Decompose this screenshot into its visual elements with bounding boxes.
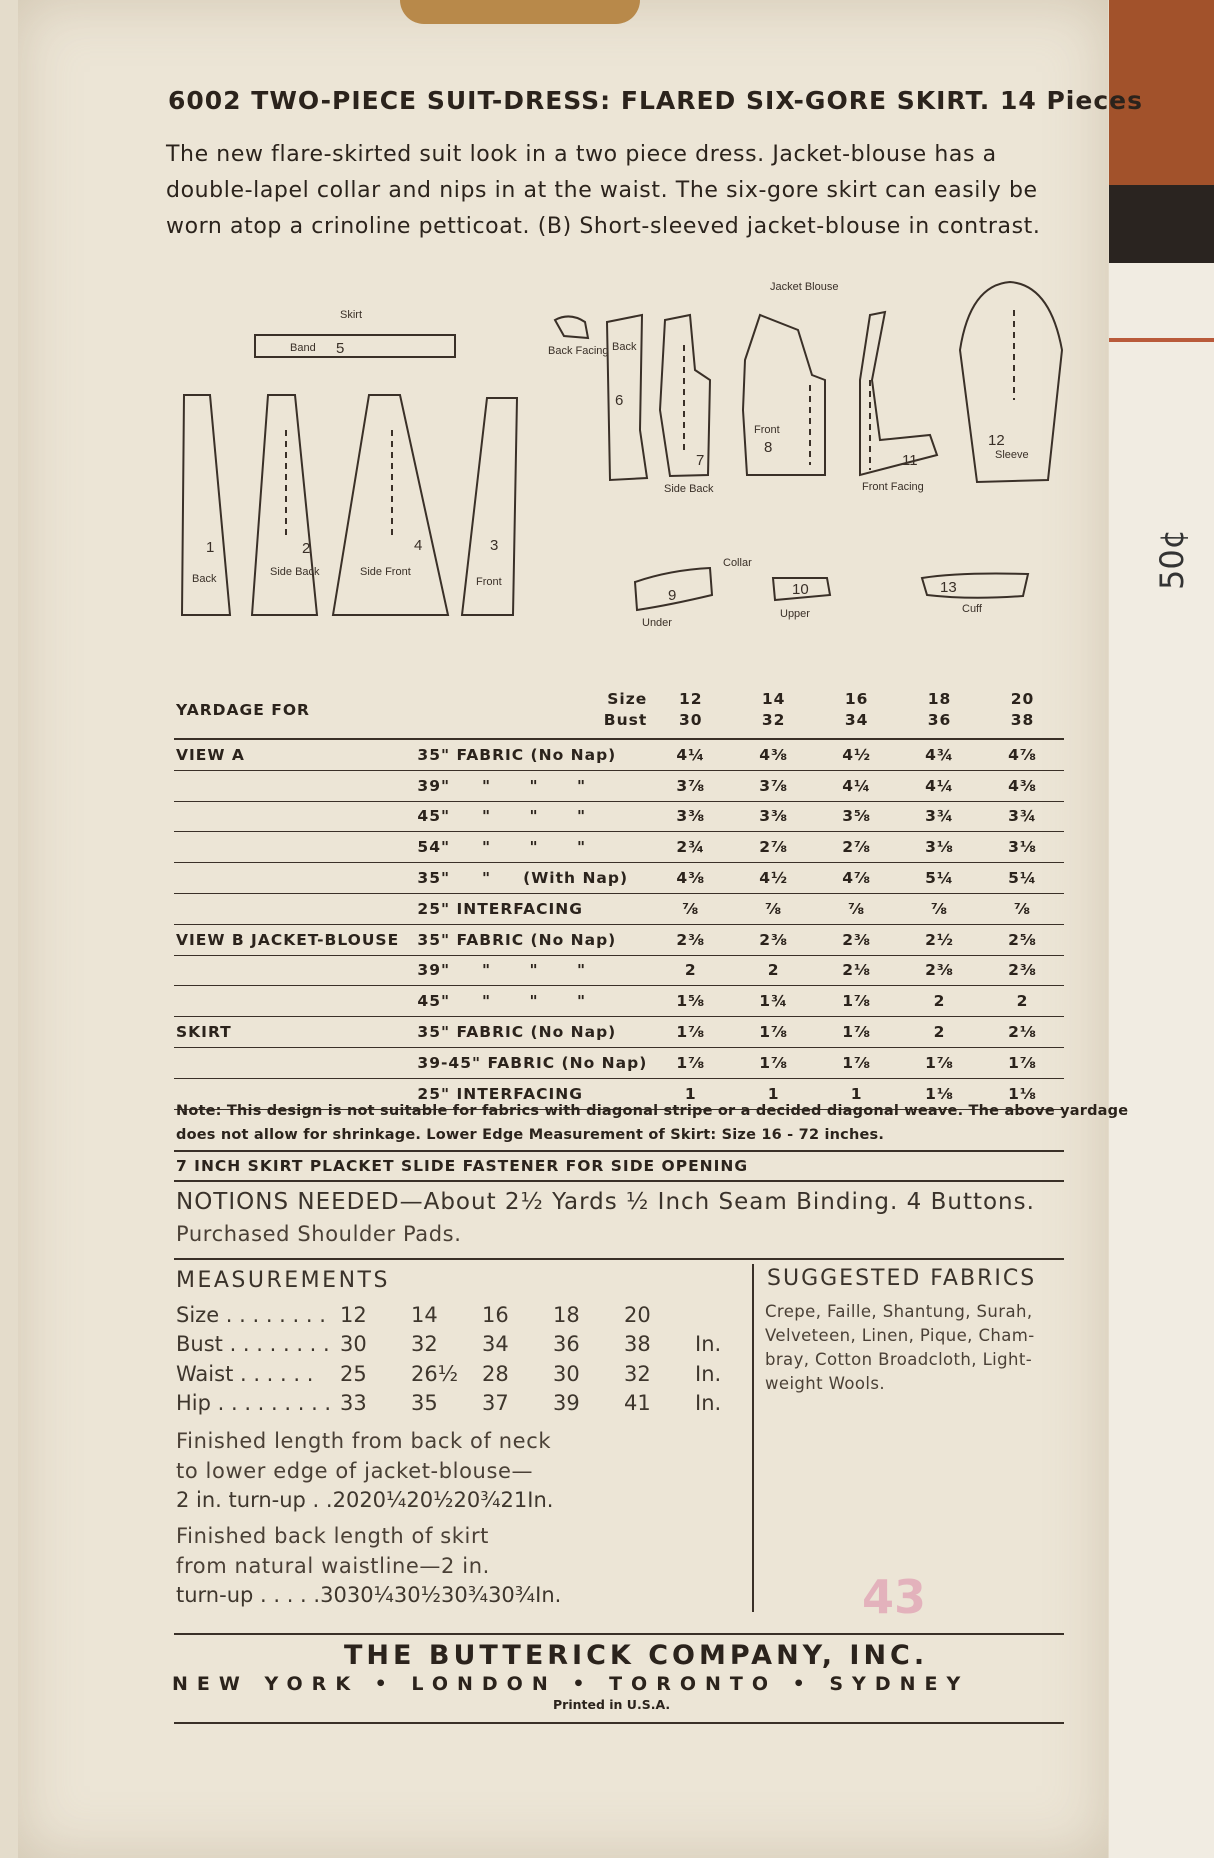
yardage-heading: YARDAGE FOR: [174, 682, 415, 739]
yardage-view-label: [174, 832, 415, 863]
yardage-fabric-label: 35" FABRIC (No Nap): [415, 739, 649, 770]
suggested-fabrics-line-4: weight Wools.: [765, 1374, 886, 1393]
column-divider: [752, 1264, 754, 1612]
yardage-value: 2¾: [649, 832, 732, 863]
measurement-value: 30: [320, 1583, 347, 1607]
piece-12-num: 12: [988, 432, 1005, 449]
piece-3-name: Front: [476, 576, 502, 588]
suggested-fabrics-line-3: bray, Cotton Broadcloth, Light-: [765, 1350, 1033, 1369]
printed-in: Printed in U.S.A.: [553, 1697, 671, 1712]
measurement-unit: In.: [535, 1583, 562, 1607]
piece-13-num: 13: [940, 579, 957, 596]
piece-11-num: 11: [902, 452, 918, 469]
measurement-value: 36: [553, 1332, 580, 1357]
piece-8-front: [743, 315, 825, 475]
measurement-value: 20¼: [359, 1488, 407, 1512]
yardage-value: 3¾: [981, 801, 1064, 832]
envelope-flap: [400, 0, 640, 24]
divider: [174, 1180, 1064, 1182]
divider: [174, 1258, 1064, 1260]
measurement-unit: In.: [695, 1361, 722, 1386]
yardage-value: 2⅜: [898, 955, 981, 986]
yardage-value: 4⅜: [981, 770, 1064, 801]
jacket-length-text-2: to lower edge of jacket-blouse—: [176, 1459, 534, 1483]
piece-7-name: Side Back: [664, 483, 714, 495]
yardage-row: [174, 955, 1064, 986]
yardage-value: 2: [898, 986, 981, 1017]
measurement-value: 14: [411, 1302, 438, 1327]
piece-8-name: Front: [754, 424, 780, 436]
yardage-value: 5¼: [898, 863, 981, 894]
yardage-value: 2⅜: [732, 924, 815, 955]
piece-11-name: Front Facing: [862, 481, 924, 493]
jacket-blouse-label: Jacket Blouse: [770, 281, 839, 293]
yardage-view-label: [174, 863, 415, 894]
measurement-value: 30: [340, 1332, 367, 1357]
measurement-value: 25: [340, 1361, 367, 1386]
size-col-5: 20 38: [981, 682, 1064, 739]
piece-4-name: Side Front: [360, 566, 411, 578]
yardage-row: [174, 801, 1064, 832]
yardage-value: 4¼: [649, 739, 732, 770]
yardage-value: 1⅞: [649, 1017, 732, 1048]
yardage-view-label: [174, 770, 415, 801]
piece-10-num: 10: [792, 581, 809, 598]
yardage-row: [174, 739, 1064, 770]
measurement-value: 28: [482, 1361, 509, 1386]
piece-1-num: 1: [206, 539, 215, 556]
yardage-view-label: [174, 893, 415, 924]
measurement-value: 16: [482, 1302, 509, 1327]
yardage-value: 2: [981, 986, 1064, 1017]
description-line-3: worn atop a crinoline petticoat. (B) Short-sleeved jacket-blouse in contrast.: [166, 214, 1041, 239]
yardage-value: 1: [732, 1078, 815, 1109]
yardage-fabric-label: 35" FABRIC (No Nap): [415, 1017, 649, 1048]
notions-line-1: NOTIONS NEEDED—About 2½ Yards ½ Inch Seam Binding. 4 Buttons.: [176, 1189, 1035, 1215]
notions-line-2: Purchased Shoulder Pads.: [176, 1222, 462, 1246]
piece-7-num: 7: [696, 452, 705, 469]
measurement-value: 32: [624, 1361, 651, 1386]
yardage-value: 4⅜: [732, 739, 815, 770]
suggested-fabrics-heading: SUGGESTED FABRICS: [767, 1266, 1037, 1291]
measurement-row: [176, 1300, 735, 1330]
bust-label: Bust: [603, 711, 648, 729]
piece-13-cuff: [922, 574, 1028, 598]
piece-6-num: 6: [615, 392, 624, 409]
measurement-value: 20½: [406, 1488, 454, 1512]
yardage-value: 1⅞: [732, 1047, 815, 1078]
measurement-value: 30¼: [346, 1583, 394, 1607]
yardage-view-label: [174, 986, 415, 1017]
yardage-value: 3⅞: [732, 770, 815, 801]
size-col-2: 14 32: [732, 682, 815, 739]
yardage-value: 1: [649, 1078, 732, 1109]
yardage-fabric-label: 45" " " ": [415, 801, 649, 832]
color-bar-black: [1109, 185, 1214, 263]
piece-3-num: 3: [490, 537, 499, 554]
yardage-value: 2: [898, 1017, 981, 1048]
yardage-value: 2: [732, 955, 815, 986]
yardage-value: 3⅛: [981, 832, 1064, 863]
yardage-value: 5¼: [981, 863, 1064, 894]
measurement-value: 30: [553, 1361, 580, 1386]
collar-label: Collar: [723, 557, 752, 569]
yardage-view-label: SKIRT: [174, 1017, 415, 1048]
measurement-value: 30¾: [488, 1583, 536, 1607]
jacket-length-text-1: Finished length from back of neck: [176, 1429, 552, 1453]
measurement-value: 18: [553, 1302, 580, 1327]
measurement-label: Bust . . . . . . . .: [176, 1332, 330, 1357]
piece-2-num: 2: [302, 540, 311, 557]
measurement-row: [176, 1583, 561, 1607]
yardage-row: [174, 770, 1064, 801]
color-line-red: [1109, 338, 1214, 342]
yardage-value: 3⅝: [815, 801, 898, 832]
skirt-length-text-2: from natural waistline—2 in.: [176, 1554, 490, 1578]
yardage-fabric-label: 35" " (With Nap): [415, 863, 649, 894]
size-col-3: 16 34: [815, 682, 898, 739]
yardage-value: 3⅛: [898, 832, 981, 863]
description-line-2: double-lapel collar and nips in at the waist. The six-gore skirt can easily be: [166, 178, 1038, 203]
yardage-fabric-label: 39" " " ": [415, 770, 649, 801]
yardage-value: 2⅜: [815, 924, 898, 955]
yardage-row: [174, 986, 1064, 1017]
yardage-value: 4¼: [815, 770, 898, 801]
yardage-value: 3⅞: [649, 770, 732, 801]
yardage-header-row: [174, 682, 1064, 739]
measurement-value: 20: [332, 1488, 360, 1512]
envelope-edge: [1109, 0, 1214, 1858]
piece-6-name: Back: [612, 341, 637, 353]
back-facing-label: Back Facing: [548, 345, 609, 357]
piece-5-name: Band: [290, 342, 316, 354]
yardage-row: [174, 924, 1064, 955]
yardage-row: [174, 832, 1064, 863]
yardage-fabric-label: 39" " " ": [415, 955, 649, 986]
yardage-value: 4½: [815, 739, 898, 770]
yardage-value: 1⅛: [981, 1078, 1064, 1109]
yardage-value: 2⅞: [815, 832, 898, 863]
measurement-unit: [695, 1300, 735, 1330]
measurements-table: [176, 1300, 735, 1418]
yardage-value: 3¾: [898, 801, 981, 832]
yardage-fabric-label: 54" " " ": [415, 832, 649, 863]
yardage-body: [174, 739, 1064, 1109]
piece-8-num: 8: [764, 439, 773, 456]
yardage-view-label: VIEW A: [174, 739, 415, 770]
piece-4-side-front: [333, 395, 448, 615]
yardage-value: 2½: [898, 924, 981, 955]
jacket-length-row: [176, 1488, 553, 1512]
yardage-row: [174, 1017, 1064, 1048]
piece-13-name: Cuff: [962, 603, 982, 615]
yardage-value: 1⅞: [815, 1017, 898, 1048]
yardage-value: 2⅛: [981, 1017, 1064, 1048]
yardage-value: 1⅞: [815, 986, 898, 1017]
yardage-value: ⅞: [898, 893, 981, 924]
piece-1-name: Back: [192, 573, 217, 585]
yardage-value: 4⅜: [649, 863, 732, 894]
yardage-table: [174, 682, 1064, 1110]
yardage-value: 3⅜: [732, 801, 815, 832]
measurement-label: 2 in. turn-up . .: [176, 1488, 333, 1512]
divider: [174, 1150, 1064, 1152]
pattern-pieces-diagram: [170, 270, 1070, 650]
measurements-heading: MEASUREMENTS: [176, 1268, 390, 1293]
measurement-row: [176, 1488, 553, 1512]
yardage-view-label: [174, 801, 415, 832]
measurement-value: 38: [624, 1332, 651, 1357]
yardage-value: ⅞: [981, 893, 1064, 924]
size-col-1: 12 30: [649, 682, 732, 739]
divider: [174, 1633, 1064, 1635]
yardage-value: 1⅛: [898, 1078, 981, 1109]
yardage-value: ⅞: [732, 893, 815, 924]
back-facing-piece: [555, 316, 588, 338]
yardage-value: 1: [815, 1078, 898, 1109]
size-label: Size: [607, 690, 648, 708]
measurement-value: 35: [411, 1391, 438, 1416]
yardage-value: 1⅞: [732, 1017, 815, 1048]
piece-5-band: [255, 335, 455, 357]
measurement-value: 37: [482, 1391, 509, 1416]
skirt-label: Skirt: [340, 309, 362, 321]
yardage-value: 2⅜: [649, 924, 732, 955]
piece-9-name: Under: [642, 617, 672, 629]
pattern-title: 6002 TWO-PIECE SUIT-DRESS: FLARED SIX-GORE SKIRT. 14 Pieces: [168, 86, 1143, 115]
measurement-label: turn-up . . . . .: [176, 1583, 321, 1607]
measurement-value: 33: [340, 1391, 367, 1416]
measurement-label: Size . . . . . . . .: [176, 1302, 326, 1327]
yardage-value: 2⅜: [981, 955, 1064, 986]
piece-12-name: Sleeve: [995, 449, 1029, 461]
price-label: 50¢: [1153, 528, 1191, 590]
piece-2-side-back: [252, 395, 317, 615]
yardage-value: 4½: [732, 863, 815, 894]
yardage-value: ⅞: [815, 893, 898, 924]
measurement-value: 32: [411, 1332, 438, 1357]
measurement-value: 39: [553, 1391, 580, 1416]
skirt-length-row: [176, 1583, 561, 1607]
piece-4-num: 4: [414, 537, 423, 554]
size-col-4: 18 36: [898, 682, 981, 739]
company-name: THE BUTTERICK COMPANY, INC.: [344, 1640, 929, 1671]
measurement-value: 20: [624, 1302, 651, 1327]
measurement-value: 26½: [411, 1361, 459, 1386]
measurement-value: 12: [340, 1302, 367, 1327]
measurement-label: Waist . . . . . .: [176, 1361, 314, 1386]
yardage-fabric-label: 45" " " ": [415, 986, 649, 1017]
divider: [174, 1722, 1064, 1724]
suggested-fabrics-line-1: Crepe, Faille, Shantung, Surah,: [765, 1302, 1033, 1321]
size-bust-labels: [415, 682, 649, 739]
yardage-fabric-label: 39-45" FABRIC (No Nap): [415, 1047, 649, 1078]
piece-5-num: 5: [336, 340, 345, 357]
yardage-value: 2⅞: [732, 832, 815, 863]
skirt-length-text-1: Finished back length of skirt: [176, 1524, 490, 1548]
measurement-unit: In.: [695, 1391, 722, 1416]
yardage-value: 4⅞: [815, 863, 898, 894]
measurement-value: 30½: [393, 1583, 441, 1607]
yardage-fabric-label: 25" INTERFACING: [415, 1078, 649, 1109]
pencil-stamp: 43: [862, 1570, 927, 1624]
yardage-value: 4⅞: [981, 739, 1064, 770]
yardage-value: 4¾: [898, 739, 981, 770]
yardage-row: [174, 1047, 1064, 1078]
company-cities: NEW YORK • LONDON • TORONTO • SYDNEY: [172, 1673, 970, 1695]
piece-2-name: Side Back: [270, 566, 320, 578]
yardage-view-label: [174, 955, 415, 986]
yardage-row: [174, 863, 1064, 894]
yardage-note-line-1: Note: This design is not suitable for fabrics with diagonal stripe or a decided diagonal weave. The above yardage: [176, 1103, 1129, 1119]
yardage-value: 2⅛: [815, 955, 898, 986]
piece-11-front-facing: [860, 312, 937, 475]
yardage-value: 1⅞: [649, 1047, 732, 1078]
yardage-value: 1⅝: [649, 986, 732, 1017]
measurement-value: 41: [624, 1391, 651, 1416]
measurement-row: [176, 1359, 735, 1389]
yardage-view-label: VIEW B JACKET-BLOUSE: [174, 924, 415, 955]
yardage-view-label: [174, 1047, 415, 1078]
measurement-value: 20¾: [453, 1488, 501, 1512]
yardage-value: 3⅜: [649, 801, 732, 832]
yardage-value: 1⅞: [981, 1047, 1064, 1078]
placket-text: 7 INCH SKIRT PLACKET SLIDE FASTENER FOR SIDE OPENING: [176, 1157, 749, 1175]
measurement-value: 34: [482, 1332, 509, 1357]
measurement-value: 30¾: [440, 1583, 489, 1607]
yardage-value: 1¾: [732, 986, 815, 1017]
yardage-value: 1⅞: [815, 1047, 898, 1078]
measurement-unit: In.: [527, 1488, 554, 1512]
yardage-value: 2: [649, 955, 732, 986]
measurement-unit: In.: [695, 1332, 722, 1357]
measurement-label: Hip . . . . . . . . .: [176, 1391, 332, 1416]
yardage-fabric-label: 25" INTERFACING: [415, 893, 649, 924]
measurement-row: [176, 1330, 735, 1360]
yardage-note-line-2: does not allow for shrinkage. Lower Edge Measurement of Skirt: Size 16 - 72 inches.: [176, 1127, 885, 1143]
yardage-value: 2⅝: [981, 924, 1064, 955]
suggested-fabrics-line-2: Velveteen, Linen, Pique, Cham-: [765, 1326, 1035, 1345]
piece-6-back: [607, 315, 647, 480]
description-line-1: The new flare-skirted suit look in a two piece dress. Jacket-blouse has a: [166, 142, 997, 167]
yardage-value: 4¼: [898, 770, 981, 801]
measurement-row: [176, 1389, 735, 1419]
piece-9-num: 9: [668, 587, 677, 604]
measurement-value: 21: [500, 1488, 528, 1512]
piece-10-name: Upper: [780, 608, 810, 620]
yardage-value: 1⅞: [898, 1047, 981, 1078]
yardage-row: [174, 893, 1064, 924]
yardage-value: ⅞: [649, 893, 732, 924]
yardage-fabric-label: 35" FABRIC (No Nap): [415, 924, 649, 955]
